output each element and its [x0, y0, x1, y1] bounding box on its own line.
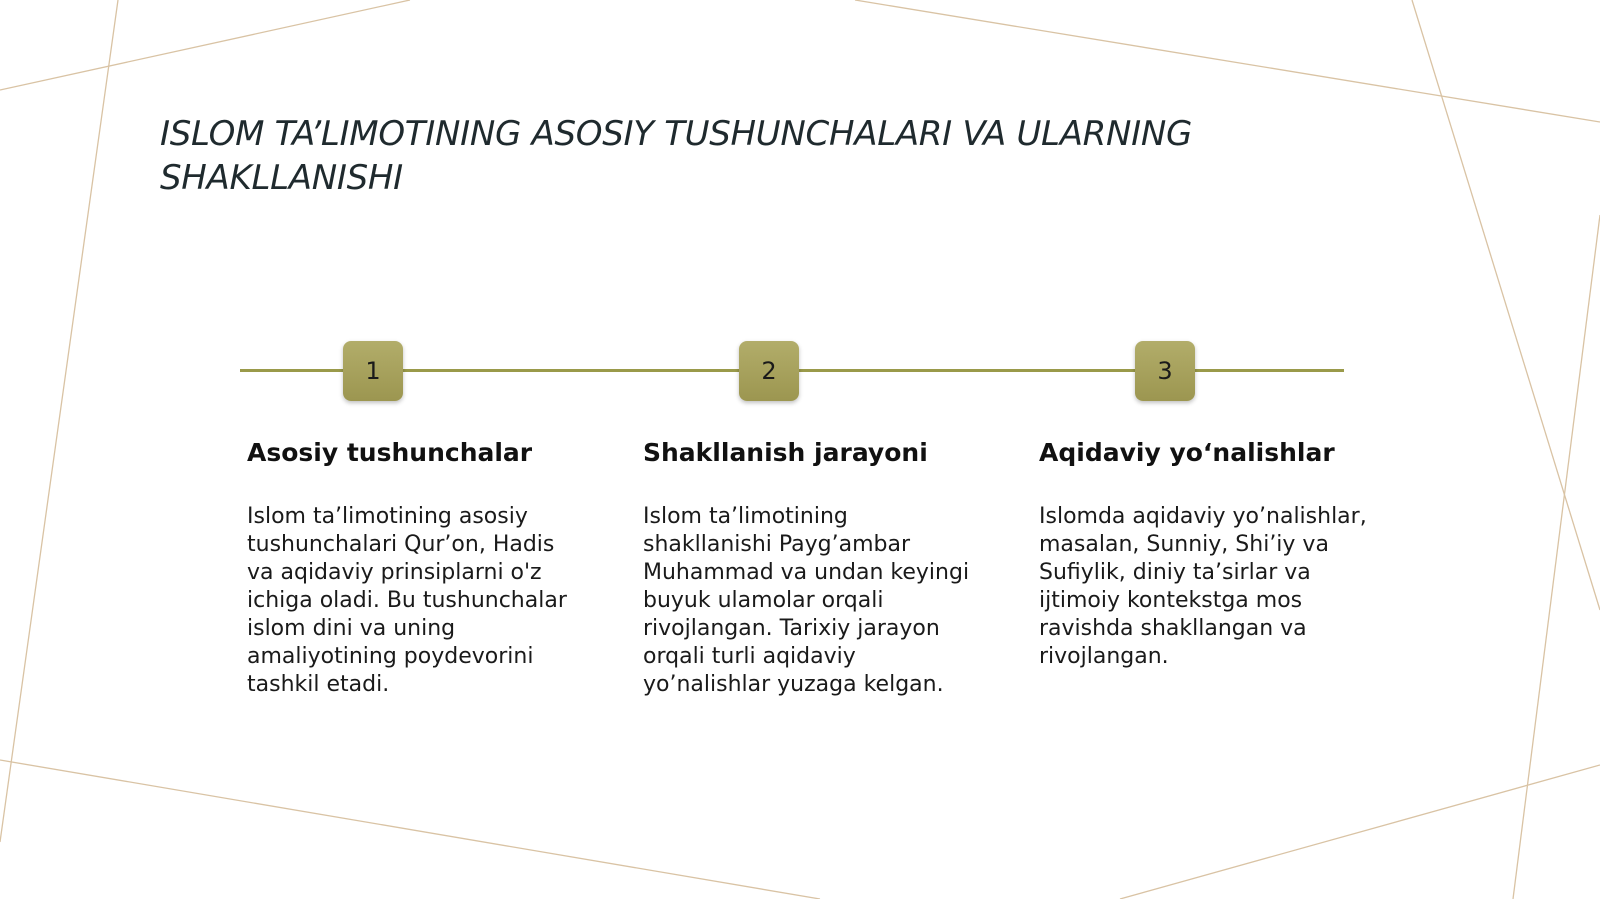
step-description: Islom ta’limotining shakllanishi Payg’ambar Muhammad va undan keyingi buyuk ulamolar orqali rivojlangan. Tarixiy jarayon orqali turli aqidaviy yo’nalishlar yuzaga kelgan.	[643, 504, 970, 697]
decor-line	[1513, 215, 1600, 899]
step-description: Islomda aqidaviy yo’nalishlar, masalan, Sunniy, Shi’iy va Sufiylik, diniy ta’sirlar va ijtimoiy kontekstga mos ravishda shakllangan va rivojlangan.	[1039, 504, 1367, 669]
decor-line	[0, 0, 118, 842]
step-marker-3: 3	[1135, 341, 1195, 401]
step-column-1	[247, 436, 587, 699]
step-column-2	[643, 436, 983, 699]
step-heading: Asosiy tushunchalar	[247, 438, 533, 467]
step-heading: Aqidaviy yo‘nalishlar	[1039, 438, 1335, 467]
decor-line	[1412, 0, 1600, 610]
decor-line	[0, 0, 410, 90]
decor-line	[0, 760, 820, 899]
step-marker-1: 1	[343, 341, 403, 401]
step-description: Islom ta’limotining asosiy tushunchalari Qur’on, Hadis va aqidaviy prinsiplarni o'z ichiga oladi. Bu tushunchalar islom dini va uning amaliyotining poydevorini tashkil etadi.	[247, 504, 567, 697]
step-column-3	[1039, 436, 1379, 671]
decor-line	[1120, 765, 1600, 899]
decor-line	[855, 0, 1600, 122]
slide-title: ISLOM TA’LIMOTINING ASOSIY TUSHUNCHALARI VA ULARNING SHAKLLANISHI	[160, 114, 1193, 198]
step-heading: Shakllanish jarayoni	[643, 438, 928, 467]
step-marker-2: 2	[739, 341, 799, 401]
